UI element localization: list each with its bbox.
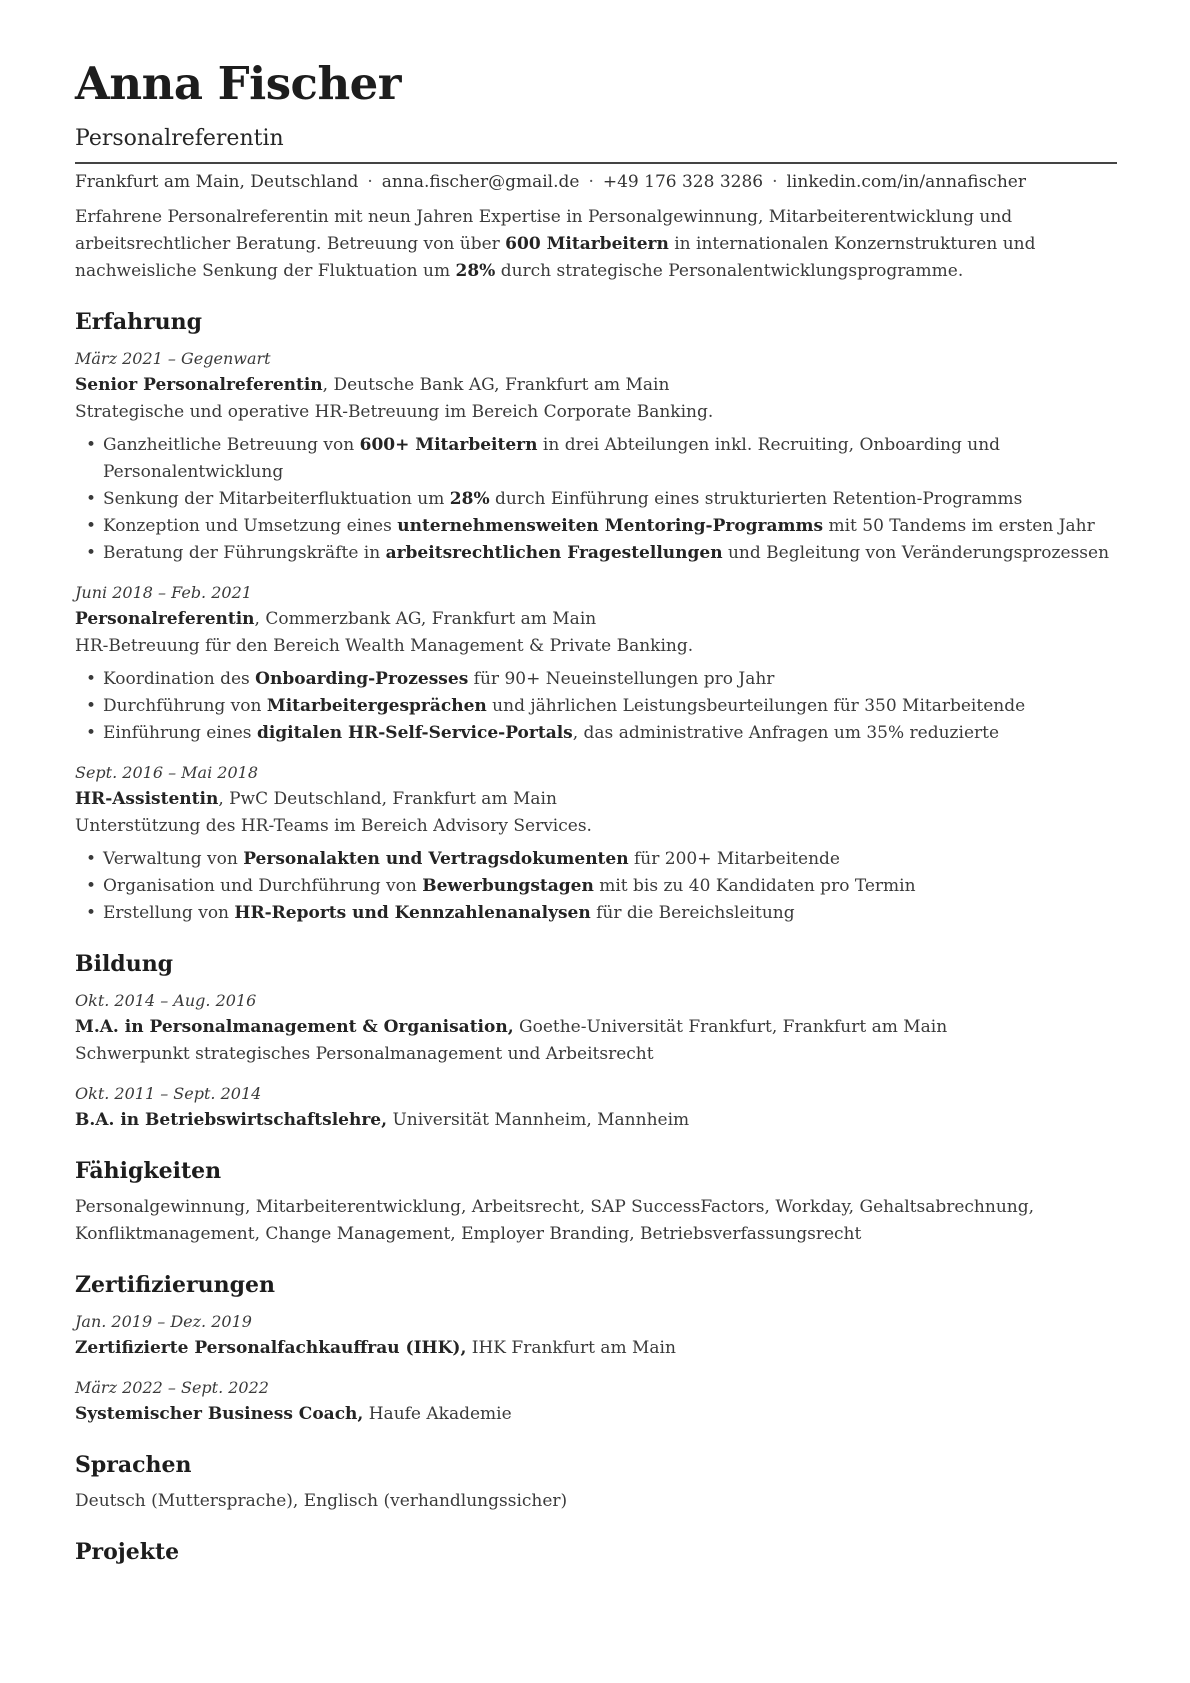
summary-segment: Erfahrene Personalreferentin mit neun Jahren Expertise in Personalgewinnung, Mitarbeiterentwicklung und arbeitsrechtlicher Beratung. Betreuung von über	[75, 206, 1013, 254]
section-heading-certifications: Zertifizierungen	[75, 1271, 275, 1298]
certification-entry	[75, 1308, 1117, 1362]
resume-header	[75, 58, 1117, 196]
bullet-highlight: HR-Reports und Kennzahlenanalysen	[234, 902, 591, 923]
entry-org: , PwC Deutschland, Frankfurt am Main	[218, 788, 557, 809]
entry-description: HR-Betreuung für den Bereich Wealth Management & Private Banking.	[75, 635, 694, 656]
contact-line	[75, 169, 1117, 196]
entry-dates: Sept. 2016 – Mai 2018	[75, 762, 259, 782]
bullet-highlight: Onboarding-Prozesses	[255, 668, 469, 689]
experience-entry	[75, 759, 1117, 927]
entry-description: Strategische und operative HR-Betreuung im Bereich Corporate Banking.	[75, 401, 714, 422]
bullet-text: in drei Abteilungen inkl. Recruiting, Onboarding und Personalentwicklung	[103, 434, 1001, 482]
entry-role: Senior Personalreferentin	[75, 374, 323, 395]
entry-description: Unterstützung des HR-Teams im Bereich Advisory Services.	[75, 815, 592, 836]
bullet-item	[75, 873, 1117, 900]
section-certifications	[75, 1272, 1117, 1428]
skills-list: Personalgewinnung, Mitarbeiterentwicklung, Arbeitsrecht, SAP SuccessFactors, Workday, Gehaltsabrechnung, Konfliktmanagement, Change Management, Employer Branding, Betriebsverfassungsrecht	[75, 1196, 1035, 1244]
experience-entry	[75, 579, 1117, 747]
entry-degree-line	[75, 1014, 1117, 1041]
entry-degree-line	[75, 1107, 1117, 1134]
entry-bullets	[75, 666, 1117, 747]
education-entry	[75, 987, 1117, 1068]
entry-description: Schwerpunkt strategisches Personalmanagement und Arbeitsrecht	[75, 1043, 654, 1064]
entry-cert-title: Systemischer Business Coach,	[75, 1403, 364, 1424]
entry-bullets	[75, 846, 1117, 927]
section-heading-education: Bildung	[75, 950, 174, 977]
bullet-text: für 90+ Neueinstellungen pro Jahr	[468, 668, 775, 689]
summary-highlight: 600 Mitarbeitern	[505, 233, 669, 254]
bullet-item	[75, 720, 1117, 747]
entry-role-line	[75, 606, 1117, 633]
entry-org: Universität Mannheim, Mannheim	[387, 1109, 690, 1130]
entry-bullets	[75, 432, 1117, 567]
contact-email: anna.fischer@gmail.de	[381, 171, 580, 192]
section-heading-experience: Erfahrung	[75, 308, 203, 335]
section-skills	[75, 1158, 1117, 1248]
entry-role: HR-Assistentin	[75, 788, 219, 809]
summary-segment: durch strategische Personalentwicklungsprogramme.	[495, 260, 964, 281]
section-heading-skills: Fähigkeiten	[75, 1157, 222, 1184]
entry-role-line	[75, 786, 1117, 813]
bullet-highlight: arbeitsrechtlichen Fragestellungen	[385, 542, 723, 563]
entry-role: Personalreferentin	[75, 608, 255, 629]
section-projects	[75, 1539, 1117, 1565]
bullet-highlight: 600+ Mitarbeitern	[359, 434, 538, 455]
section-heading-languages: Sprachen	[75, 1451, 192, 1478]
entry-org: , Commerzbank AG, Frankfurt am Main	[254, 608, 597, 629]
bullet-text: Erstellung von	[103, 902, 235, 923]
bullet-text: Einführung eines	[103, 722, 257, 743]
entry-dates: Okt. 2014 – Aug. 2016	[75, 990, 257, 1010]
candidate-title: Personalreferentin	[75, 125, 284, 151]
entry-dates: Jan. 2019 – Dez. 2019	[75, 1311, 252, 1331]
bullet-text: mit bis zu 40 Kandidaten pro Termin	[593, 875, 916, 896]
bullet-text: Koordination des	[103, 668, 256, 689]
candidate-name: Anna Fischer	[75, 57, 402, 110]
bullet-text: Organisation und Durchführung von	[103, 875, 423, 896]
certification-entry	[75, 1374, 1117, 1428]
entry-cert-line	[75, 1401, 1117, 1428]
education-entry	[75, 1080, 1117, 1134]
bullet-text: , das administrative Anfragen um 35% reduzierte	[572, 722, 1000, 743]
bullet-highlight: digitalen HR-Self-Service-Portals	[256, 722, 573, 743]
bullet-highlight: unternehmensweiten Mentoring-Programms	[397, 515, 824, 536]
bullet-text: Konzeption und Umsetzung eines	[103, 515, 398, 536]
bullet-highlight: Mitarbeitergesprächen	[266, 695, 487, 716]
bullet-item	[75, 846, 1117, 873]
contact-separator: ·	[588, 171, 594, 192]
entry-role-line	[75, 372, 1117, 399]
entry-org: Goethe-Universität Frankfurt, Frankfurt am Main	[513, 1016, 948, 1037]
bullet-item	[75, 486, 1117, 513]
bullet-text: und Begleitung von Veränderungsprozessen	[722, 542, 1110, 563]
contact-phone: +49 176 328 3286	[602, 171, 764, 192]
entry-org: IHK Frankfurt am Main	[466, 1337, 676, 1358]
summary-paragraph	[75, 204, 1117, 285]
bullet-text: Verwaltung von	[103, 848, 244, 869]
bullet-item	[75, 432, 1117, 486]
bullet-item	[75, 513, 1117, 540]
bullet-item	[75, 666, 1117, 693]
languages-list: Deutsch (Muttersprache), Englisch (verhandlungssicher)	[75, 1490, 568, 1511]
bullet-text: Senkung der Mitarbeiterfluktuation um	[103, 488, 450, 509]
bullet-text: und jährlichen Leistungsbeurteilungen für 350 Mitarbeitende	[486, 695, 1026, 716]
bullet-highlight: Bewerbungstagen	[422, 875, 594, 896]
experience-entry	[75, 345, 1117, 567]
section-experience	[75, 309, 1117, 927]
bullet-highlight: 28%	[449, 488, 490, 509]
entry-degree: B.A. in Betriebswirtschaftslehre,	[75, 1109, 388, 1130]
entry-dates: März 2021 – Gegenwart	[75, 348, 271, 368]
entry-dates: März 2022 – Sept. 2022	[75, 1377, 269, 1397]
bullet-text: mit 50 Tandems im ersten Jahr	[823, 515, 1095, 536]
bullet-text: Beratung der Führungskräfte in	[103, 542, 386, 563]
bullet-text: Ganzheitliche Betreuung von	[103, 434, 360, 455]
bullet-highlight: Personalakten und Vertragsdokumenten	[243, 848, 629, 869]
entry-org: , Deutsche Bank AG, Frankfurt am Main	[322, 374, 670, 395]
contact-separator: ·	[772, 171, 778, 192]
summary-highlight: 28%	[455, 260, 496, 281]
entry-degree: M.A. in Personalmanagement & Organisation,	[75, 1016, 514, 1037]
bullet-item	[75, 693, 1117, 720]
section-heading-projects: Projekte	[75, 1538, 180, 1565]
entry-cert-title: Zertifizierte Personalfachkauffrau (IHK),	[75, 1337, 467, 1358]
contact-separator: ·	[367, 171, 373, 192]
entry-org: Haufe Akademie	[363, 1403, 512, 1424]
header-divider	[75, 162, 1117, 164]
section-education	[75, 951, 1117, 1134]
section-languages	[75, 1452, 1117, 1515]
entry-dates: Okt. 2011 – Sept. 2014	[75, 1083, 262, 1103]
entry-cert-line	[75, 1335, 1117, 1362]
bullet-text: für 200+ Mitarbeitende	[628, 848, 840, 869]
entry-dates: Juni 2018 – Feb. 2021	[75, 582, 252, 602]
contact-linkedin: linkedin.com/in/annafischer	[786, 171, 1026, 192]
contact-location: Frankfurt am Main, Deutschland	[75, 171, 359, 192]
summary-segment: in internationalen Konzernstrukturen und nachweisliche Senkung der Fluktuation um	[75, 233, 1036, 281]
bullet-text: Durchführung von	[103, 695, 267, 716]
bullet-text: durch Einführung eines strukturierten Retention-Programms	[489, 488, 1023, 509]
bullet-item	[75, 540, 1117, 567]
bullet-text: für die Bereichsleitung	[590, 902, 795, 923]
bullet-item	[75, 900, 1117, 927]
